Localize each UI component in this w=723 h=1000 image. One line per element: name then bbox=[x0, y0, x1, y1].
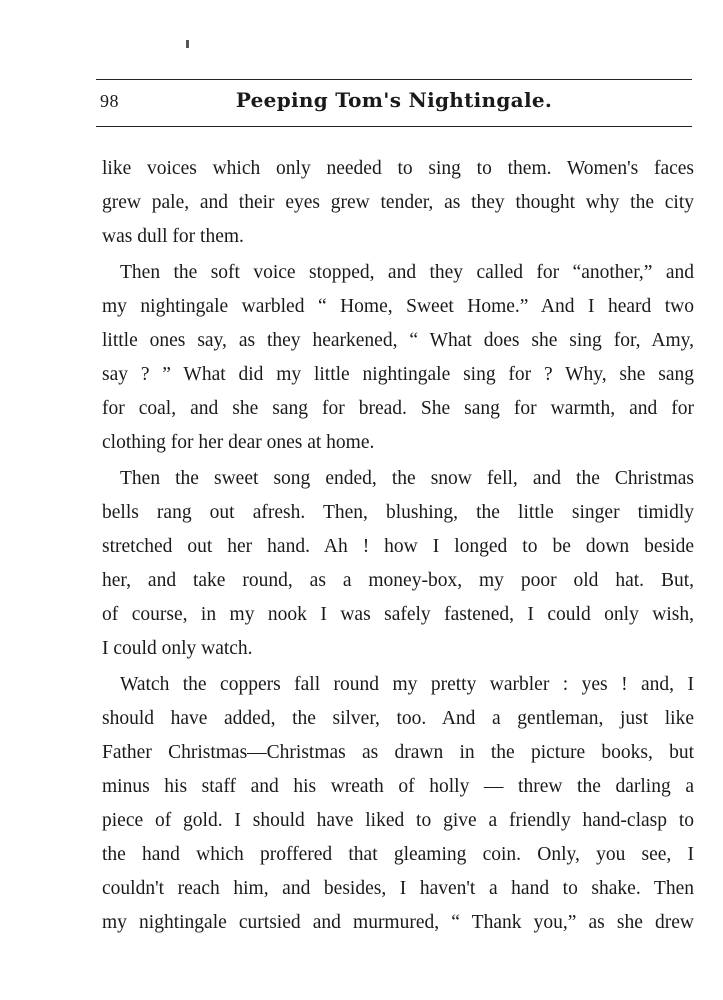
text-line: Then the soft voice stopped, and they called for “another,” and bbox=[120, 262, 694, 283]
text-line: minus his staff and his wreath of holly — threw the darling a bbox=[102, 776, 694, 797]
text-line: her, and take round, as a money-box, my poor old hat. But, bbox=[102, 570, 694, 591]
text-line: the hand which proffered that gleaming coin. Only, you see, I bbox=[102, 844, 694, 865]
text-line: little ones say, as they hearkened, “ What does she sing for, Amy, bbox=[102, 330, 694, 351]
text-line: was dull for them. bbox=[102, 226, 244, 247]
text-line: say ? ” What did my little nightingale sing for ? Why, she sang bbox=[102, 364, 694, 385]
header-rule-bottom bbox=[96, 126, 692, 127]
text-line: Father Christmas—Christmas as drawn in the picture books, but bbox=[102, 742, 694, 763]
text-line: piece of gold. I should have liked to give a friendly hand-clasp to bbox=[102, 810, 694, 831]
text-line: grew pale, and their eyes grew tender, as they thought why the city bbox=[102, 192, 694, 213]
text-line: I could only watch. bbox=[102, 638, 253, 659]
text-line: clothing for her dear ones at home. bbox=[102, 432, 375, 453]
page-number: 98 bbox=[100, 91, 119, 111]
text-line: Then the sweet song ended, the snow fell, and the Christmas bbox=[120, 468, 694, 489]
text-line: stretched out her hand. Ah ! how I longed to be down beside bbox=[102, 536, 694, 557]
text-line: Watch the coppers fall round my pretty warbler : yes ! and, I bbox=[120, 674, 694, 695]
text-line: of course, in my nook I was safely fastened, I could only wish, bbox=[102, 604, 694, 625]
text-line: bells rang out afresh. Then, blushing, the little singer timidly bbox=[102, 502, 694, 523]
running-header bbox=[96, 88, 692, 118]
text-line: for coal, and she sang for bread. She sang for warmth, and for bbox=[102, 398, 694, 419]
text-line: my nightingale curtsied and murmured, “ Thank you,” as she drew bbox=[102, 912, 694, 933]
text-line: should have added, the silver, too. And a gentleman, just like bbox=[102, 708, 694, 729]
text-line: my nightingale warbled “ Home, Sweet Home.” And I heard two bbox=[102, 296, 694, 317]
print-speck bbox=[186, 40, 189, 48]
header-rule-top bbox=[96, 79, 692, 80]
running-title: Peeping Tom's Nightingale. bbox=[235, 88, 553, 112]
body-text bbox=[102, 152, 694, 940]
text-line: couldn't reach him, and besides, I haven't a hand to shake. Then bbox=[102, 878, 694, 899]
text-line: like voices which only needed to sing to them. Women's faces bbox=[102, 158, 694, 179]
